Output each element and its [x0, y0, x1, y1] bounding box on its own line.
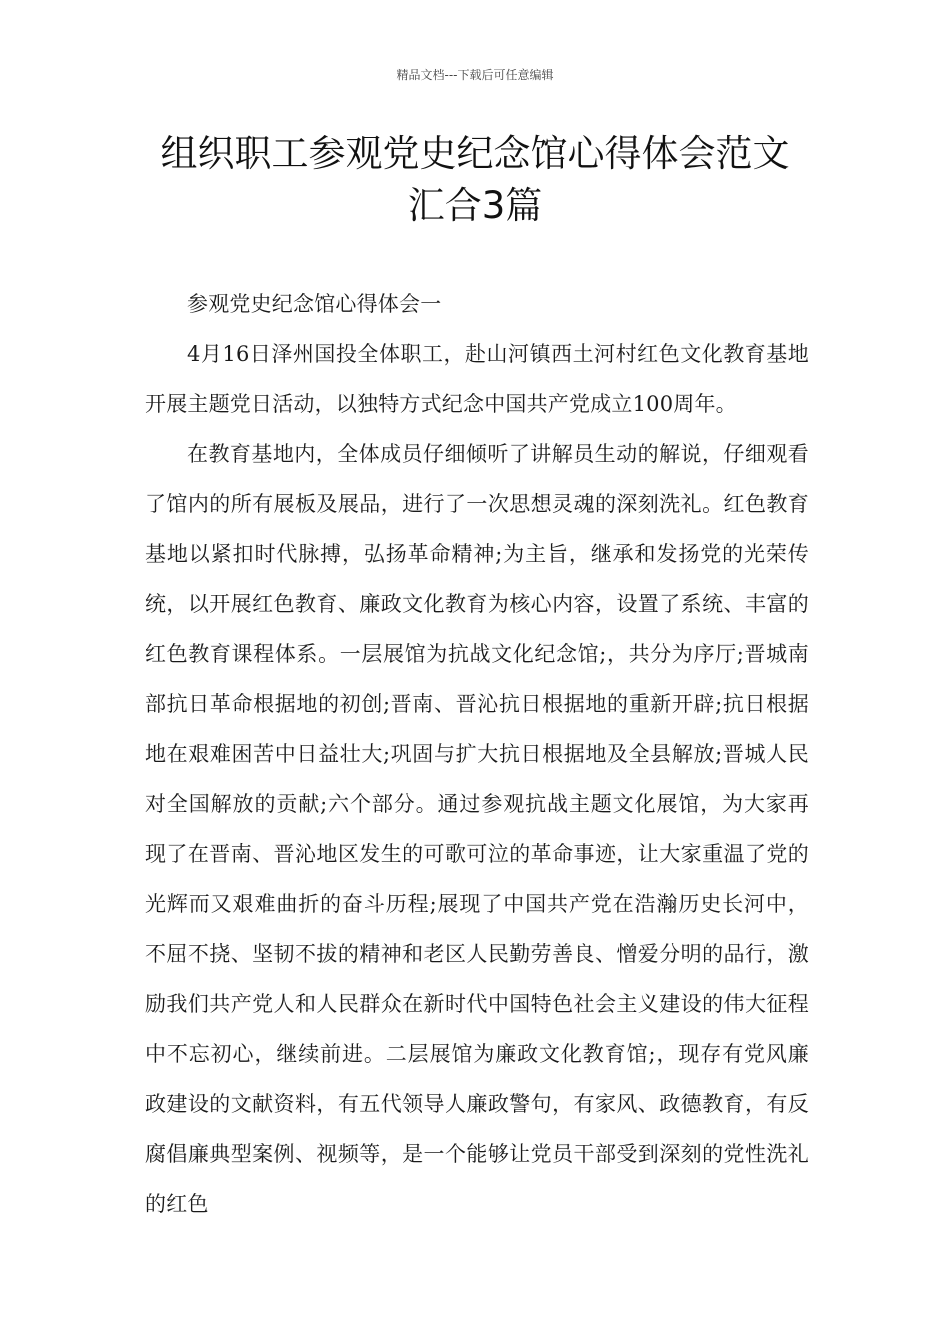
header-note: 精品文档---下载后可任意编辑	[396, 68, 554, 82]
paragraph-1: 4月16日泽州国投全体职工，赴山河镇西土河村红色文化教育基地开展主题党日活动，以独特方式纪念中国共产党成立100周年。	[145, 342, 809, 416]
section-heading: 参观党史纪念馆心得体会一	[187, 292, 442, 316]
document-body	[145, 279, 809, 1229]
paragraph-2: 在教育基地内，全体成员仔细倾听了讲解员生动的解说，仔细观看了馆内的所有展板及展品，进行了一次思想灵魂的深刻洗礼。红色教育基地以紧扣时代脉搏，弘扬革命精神;为主旨，继承和发扬党的光荣传统，以开展红色教育、廉政文化教育为核心内容，设置了系统、丰富的红色教育课程体系。一层展馆为抗战文化纪念馆;，共分为序厅;晋城南部抗日革命根据地的初创;晋南、晋沁抗日根据地的重新开辟;抗日根据地在艰难困苦中日益壮大;巩固与扩大抗日根据地及全县解放;晋城人民对全国解放的贡献;六个部分。通过参观抗战主题文化展馆，为大家再现了在晋南、晋沁地区发生的可歌可泣的革命事迹，让大家重温了党的光辉而又艰难曲折的奋斗历程;展现了中国共产党在浩瀚历史长河中，不屈不挠、坚韧不拔的精神和老区人民勤劳善良、憎爱分明的品行，激励我们共产党人和人民群众在新时代中国特色社会主义建设的伟大征程中不忘初心，继续前进。二层展馆为廉政文化教育馆;，现存有党风廉政建设的文献资料，有五代领导人廉政警句，有家风、政德教育，有反腐倡廉典型案例、视频等，是一个能够让党员干部受到深刻的党性洗礼的红色	[145, 442, 809, 1216]
document-title-line-2: 汇合3篇	[407, 184, 543, 227]
document-title	[145, 128, 805, 232]
document-title-line-1: 组织职工参观党史纪念馆心得体会范文	[160, 132, 790, 175]
